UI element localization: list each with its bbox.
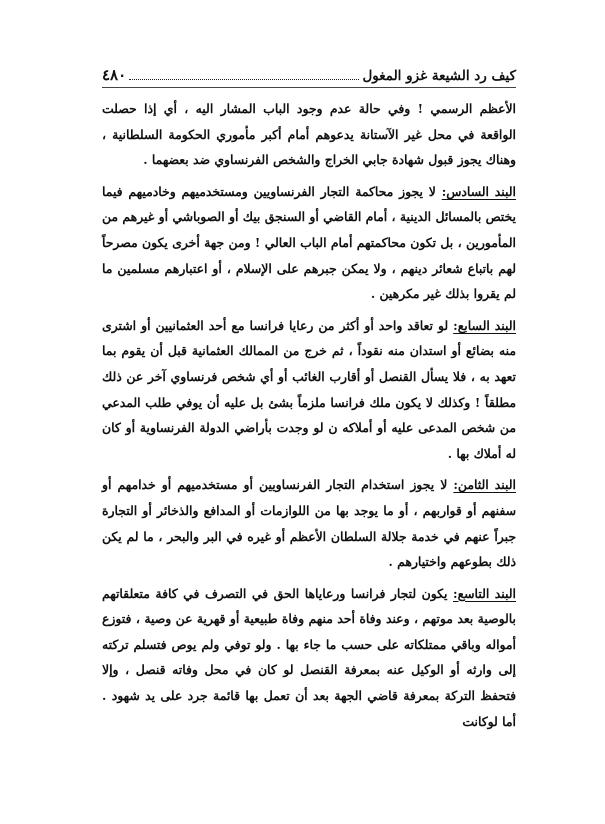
- clause-label: البند التاسع:: [453, 585, 517, 601]
- paragraph-text: الأعظم الرسمي ! وفي حالة عدم وجود الباب المشار اليه ، أي إذا حصلت الواقعة في محل غير الآستانة يدعوهم أمام أكبر مأموري الحكومة السلطانية ، وهناك يجوز قبول شهادة جابي الخراج والشخص الفرنساوي ضد بعضهما .: [102, 101, 516, 168]
- leader-dots: [129, 79, 359, 80]
- running-header: [102, 60, 516, 84]
- body-text: [102, 96, 516, 734]
- paragraph-text: لا يجوز محاكمة التجار الفرنساويين ومستخدميهم وخادميهم فيما يختص بالمسائل الدينية ، أمام القاضي أو السنجق بيك أو الصوباشي أو غيرهم من المأمورين ، بل تكون محاكمتهم أمام الباب العالي ! ومن جهة أخرى يكون مصرحاً لهم باتباع شعائر دينهم ، ولا يمكن جبرهم على الإسلام ، أو اعتبارهم مسلمين ما لم يقروا بذلك غير مكرهين .: [102, 183, 516, 302]
- running-title: كيف رد الشيعة غزو المغول: [362, 68, 516, 84]
- paragraph-text: يكون لتجار فرانسا ورعاياها الحق في التصرف في كافة متعلقاتهم بالوصية بعد موتهم ، وعند وفاة أحد منهم وفاة طبيعية أو قهرية عن وصية ، فتوزع أمواله وباقي ممتلكاته على حسب ما جاء بها . ولو توفي ولم يوص فتسلم تركته إلى وارثه أو الوكيل عنه بمعرفة القنصل لو كان في محل وفاته قنصل ، وإلا فتحفظ التركة بمعرفة قاضي الجهة بعد أن تعمل بها قائمة جرد على يد شهود . أما لوكانت: [102, 585, 516, 729]
- paragraph-continuation: [102, 96, 516, 173]
- clause-label: البند الثامن:: [453, 477, 516, 493]
- page-number: ٤٨٠: [102, 66, 127, 84]
- paragraph-clause-8: [102, 472, 516, 574]
- header-rule: [102, 87, 516, 88]
- clause-label: البند السادس:: [441, 183, 516, 199]
- paragraph-clause-7: [102, 313, 516, 467]
- paragraph-text: لو تعاقد واحد أو أكثر من رعايا فرانسا مع أحد العثمانيين أو اشترى منه بضائع أو استدان منه نقوداً ، ثم خرج من الممالك العثمانية قبل أن يقوم بما تعهد به ، فلا يسأل القنصل أو أقارب الغائب أو أي شخص فرنساوي آخر عن ذلك مطلقاً ! وكذلك لا يكون ملك فرانسا ملزماً بشئ بل عليه أن يوفي طلب المدعي من شخص المدعى عليه أو أملاكه ن لو وجدت بأراضي الدولة الفرنساوية أو كان له أملاك بها .: [102, 317, 516, 461]
- paragraph-clause-6: [102, 179, 516, 307]
- paragraph-text: لا يجوز استخدام التجار الفرنساويين أو مستخدميهم أو خدامهم أو سفنهم أو قواربهم ، أو ما يوجد بها من اللوازمات أو المدافع والذخائر أو التجارة جبراً عنهم في خدمة جلالة السلطان الأعظم أو غيره في البر والبحر ، ما لم يكن ذلك بطوعهم واختيارهم .: [102, 477, 516, 570]
- clause-label: البند السابع:: [453, 317, 516, 333]
- paragraph-clause-9: [102, 581, 516, 735]
